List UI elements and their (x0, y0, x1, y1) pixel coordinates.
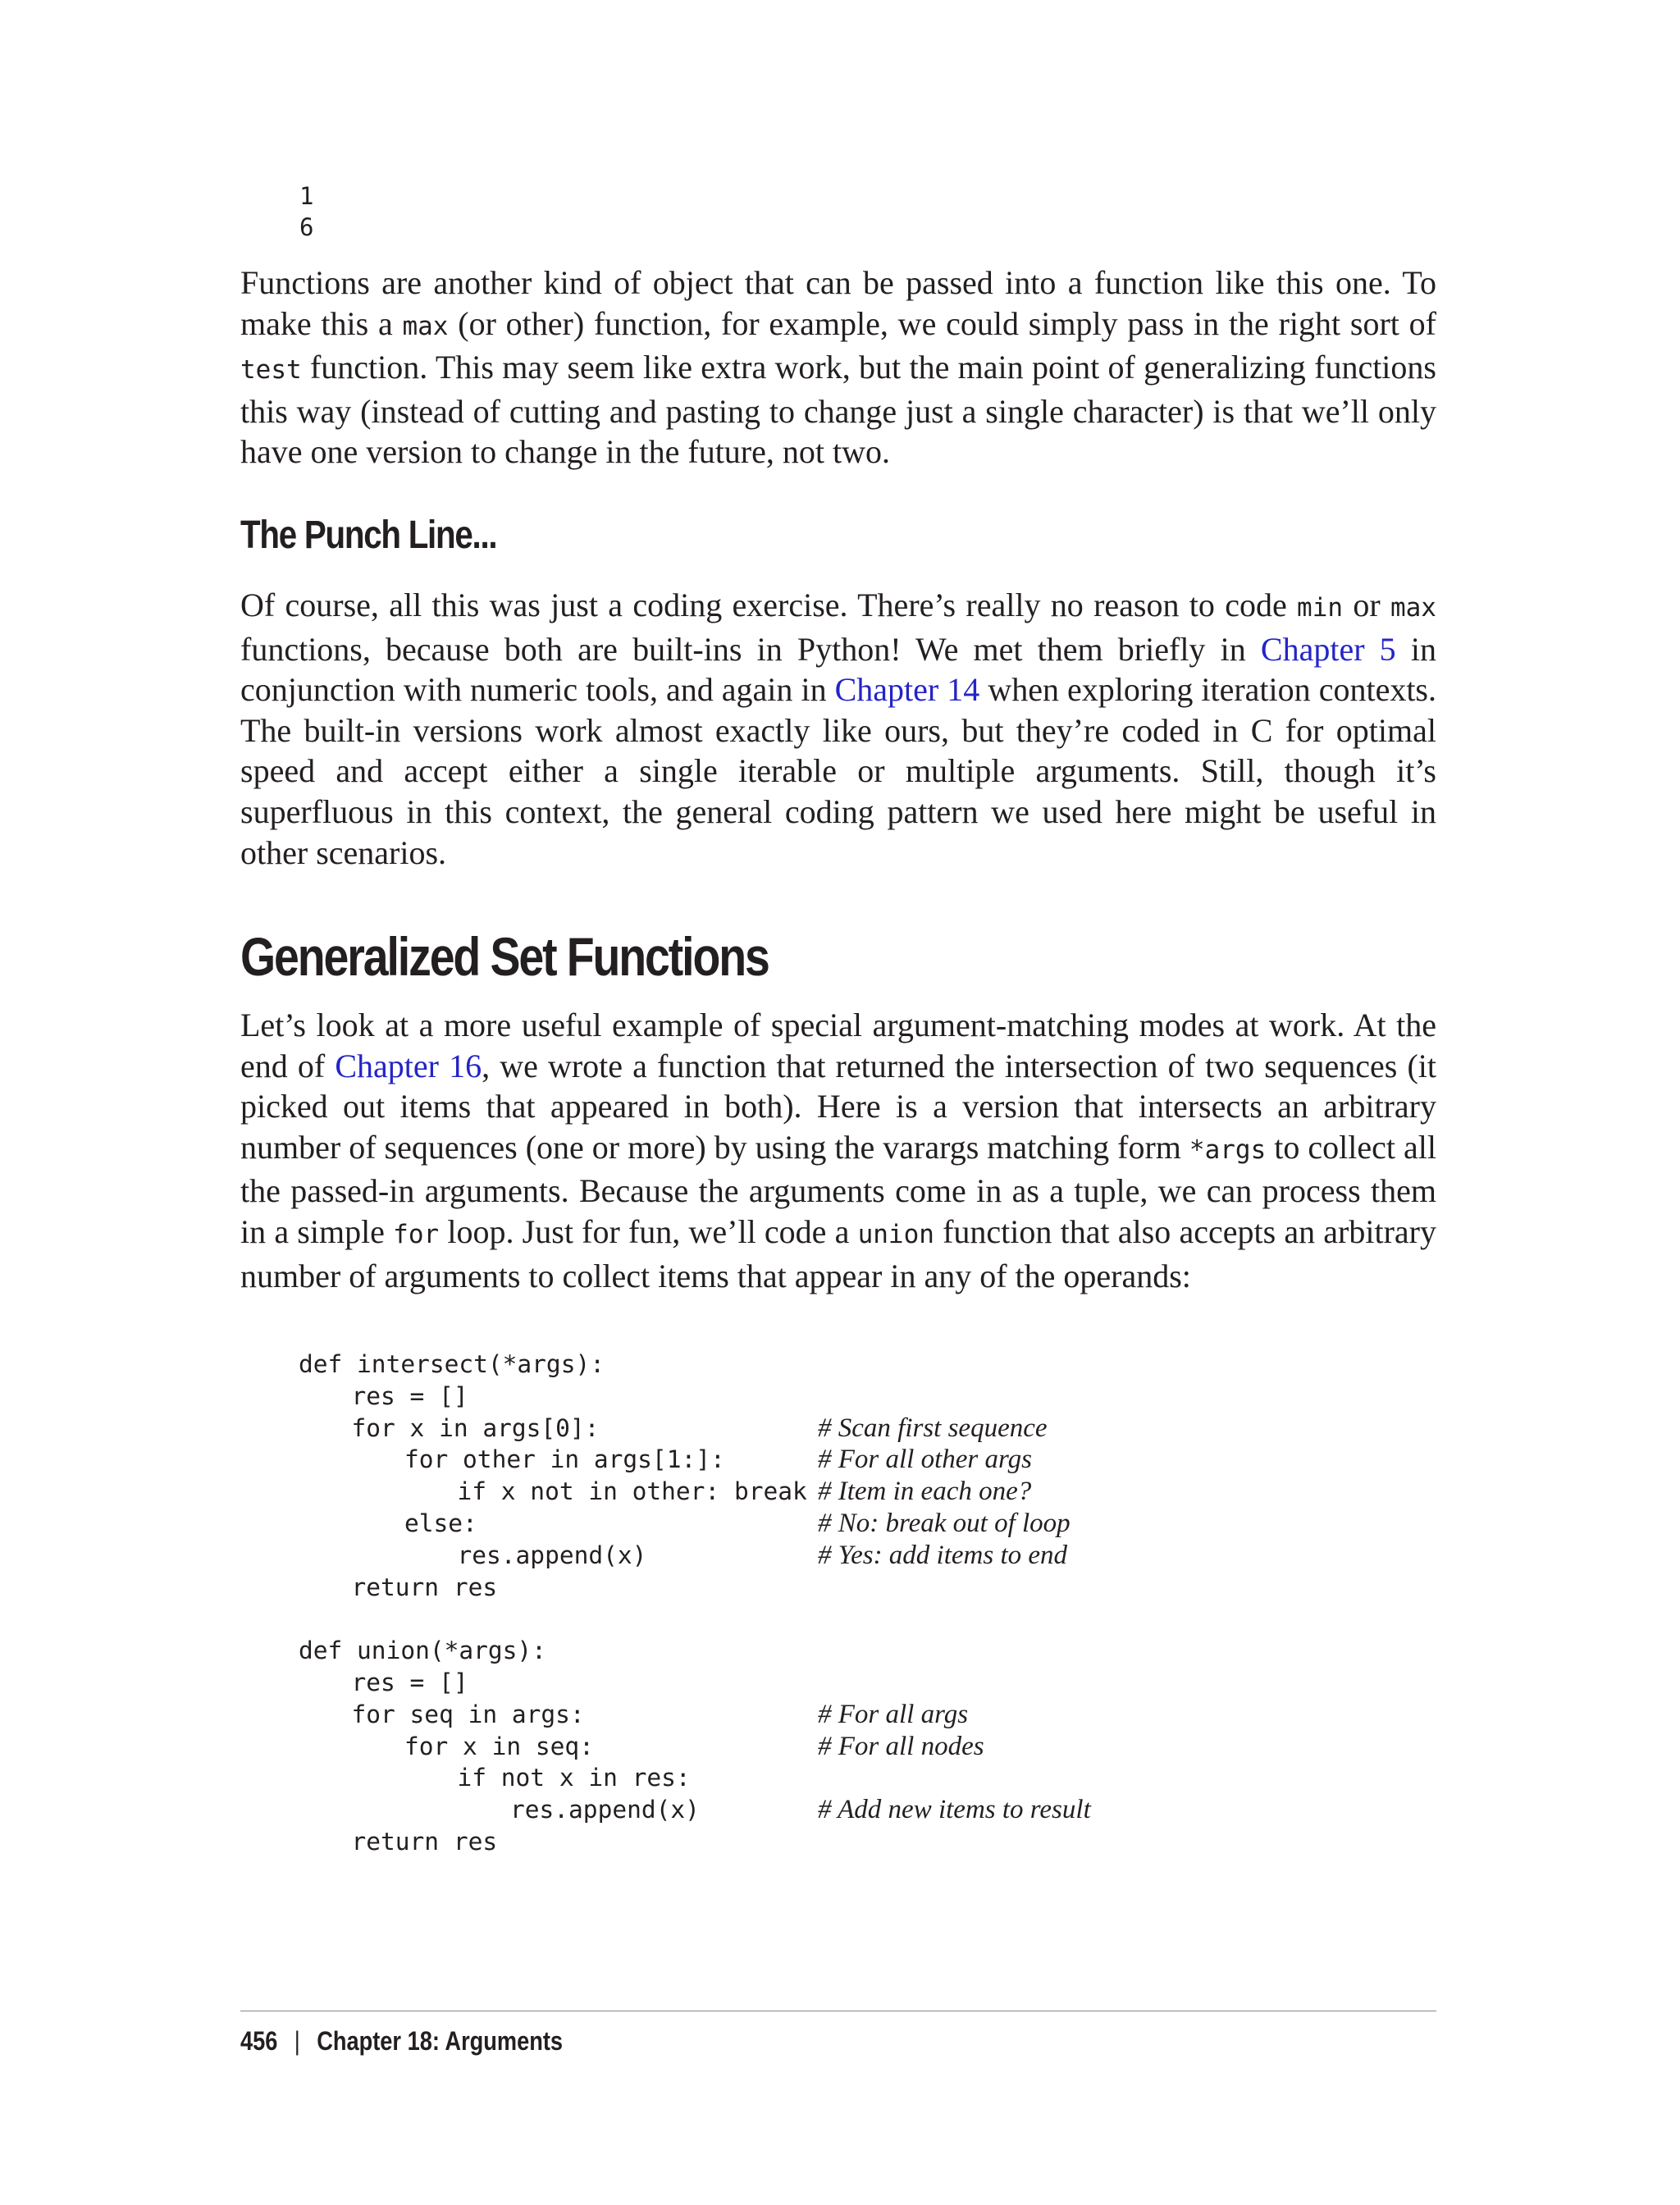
text-run: (or other) function, for example, we could simply pass in the right sort of (448, 304, 1436, 342)
text-run: Of course, all this was just a coding exercise. There’s really no reason to code (240, 587, 1298, 623)
text-run: to collect all the passed-in arguments. Because the arguments come in as a tuple, we can process them in a simple (240, 1128, 1436, 1250)
code-text: for seq in args: (351, 1700, 585, 1728)
code-text: for other in args[1:]: (404, 1445, 725, 1474)
text-run: , we wrote a function that returned the intersection of two sequences (it picked out items that appeared in both). Here is a version that intersects an arbitrary number of sequences (one or more) by using the varargs matching form (240, 1047, 1437, 1166)
output-line: 1 (299, 182, 314, 210)
footer-separator: | (294, 2026, 300, 2056)
code-text: for x in seq: (404, 1732, 594, 1760)
text-run: Functions are another kind of object that can be passed into a function like this one. To make this a (240, 264, 1436, 342)
inline-code: union (857, 1219, 934, 1249)
text-run: Let’s look at a more useful example of special argument-matching modes at work. At the end of (240, 1007, 1436, 1084)
inline-code: min (1297, 593, 1344, 623)
link-chapter-14[interactable]: Chapter 14 (834, 671, 980, 709)
link-chapter-16[interactable]: Chapter 16 (335, 1047, 482, 1084)
code-comment: # Item in each one? (818, 1477, 1032, 1507)
text-run: or (1343, 587, 1390, 623)
code-comment: # Yes: add items to end (818, 1540, 1068, 1570)
paragraph-generalized-set-functions (240, 1005, 1436, 1296)
output-line: 6 (299, 213, 314, 241)
text-run: in conjunction with numeric tools, and again in (240, 630, 1436, 709)
inline-code: max (1390, 593, 1436, 623)
inline-code: max (402, 311, 449, 341)
code-comment: # No: break out of loop (818, 1508, 1071, 1538)
code-text: def intersect(*args): (299, 1350, 605, 1378)
code-comment: # Add new items to result (818, 1795, 1091, 1825)
text-run: loop. Just for fun, we’ll code a (439, 1212, 858, 1250)
code-text: if x not in other: break (457, 1477, 807, 1506)
code-text: def union(*args): (299, 1637, 546, 1665)
code-text: return res (351, 1827, 498, 1856)
code-comment: # For all nodes (818, 1731, 984, 1761)
code-comment: # For all args (818, 1699, 969, 1729)
page-number: 456 (240, 2026, 278, 2056)
code-output (299, 180, 313, 243)
section-heading-generalized-set-functions: Generalized Set Functions (240, 926, 769, 987)
page-footer (240, 2026, 563, 2057)
code-text: for x in args[0]: (351, 1413, 600, 1442)
code-text: res = [] (351, 1381, 468, 1410)
text-run: function that also accepts an arbitrary number of arguments to collect items that appear in any of the operands: (240, 1212, 1437, 1294)
paragraph-functions-as-objects (240, 262, 1436, 472)
code-text: res = [] (351, 1668, 468, 1696)
text-run: functions, because both are built-ins in Python! We met them briefly in (240, 630, 1261, 668)
code-text: else: (404, 1509, 477, 1537)
section-heading-punch-line: The Punch Line... (240, 514, 497, 557)
paragraph-punch-line (240, 585, 1436, 873)
code-text: if not x in res: (457, 1764, 691, 1792)
inline-code: for (393, 1219, 440, 1249)
code-text: return res (351, 1573, 498, 1601)
code-comment: # For all other args (818, 1445, 1032, 1475)
text-run: function. This may seem like extra work, but the main point of generalizing functions this way (instead of cutting and pasting to change just a single character) is that we’ll only have one version to change in the future, not two. (240, 349, 1436, 471)
code-comment: # Scan first sequence (818, 1413, 1048, 1443)
footer-chapter-label: Chapter 18: Arguments (317, 2026, 564, 2056)
link-chapter-5[interactable]: Chapter 5 (1260, 630, 1396, 668)
text-run: when exploring iteration contexts. The built-in versions work almost exactly like ours, but they’re coded in C for optimal speed and accept either a single iterable or multiple arguments. Still, though it’s superfluous in this context, the general coding pattern we used here might be useful in other scenarios. (240, 671, 1437, 871)
code-text: res.append(x) (457, 1541, 647, 1569)
inline-code: test (240, 355, 302, 386)
code-text: res.append(x) (510, 1796, 700, 1824)
inline-code: *args (1189, 1134, 1267, 1165)
